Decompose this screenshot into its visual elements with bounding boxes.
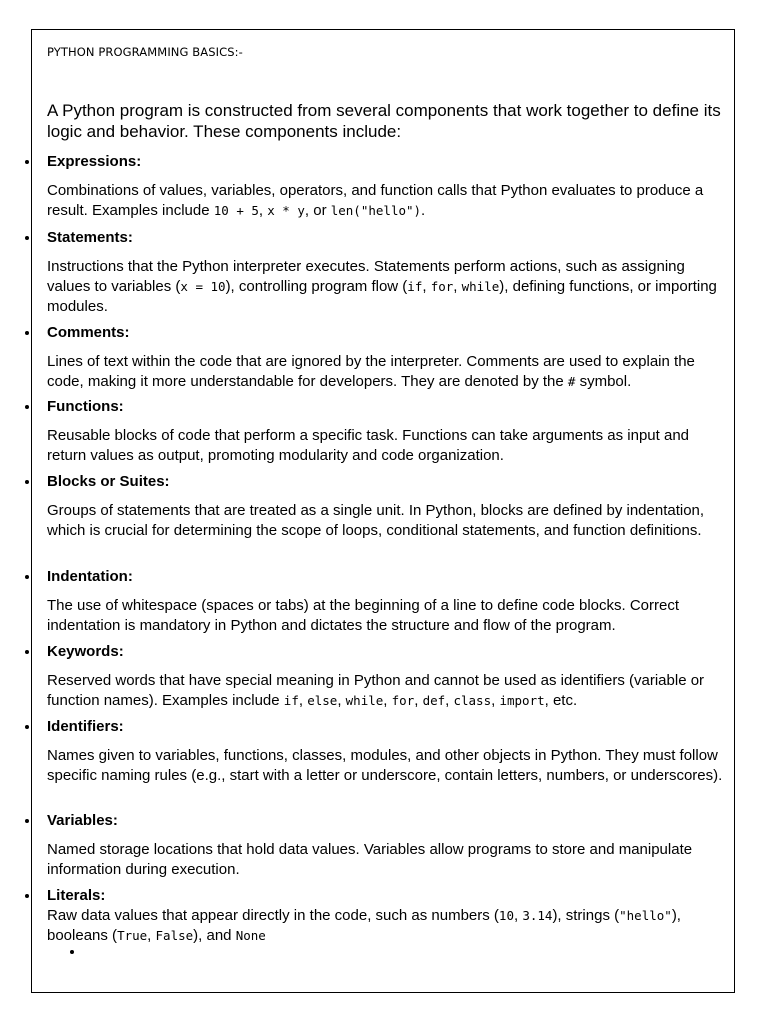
item-term: Expressions: (47, 153, 142, 170)
description-text: ), strings ( (552, 907, 620, 924)
item-description (47, 501, 727, 541)
bullet-icon (25, 819, 29, 823)
description-text: , (147, 927, 156, 944)
list-item (47, 568, 727, 636)
inline-code: import (499, 693, 545, 708)
inline-code: class (453, 693, 492, 708)
description-text: Named storage locations that hold data values. Variables allow programs to store and manipulate information during execution. (47, 841, 693, 878)
bullet-icon (25, 480, 29, 484)
inline-code: if (407, 279, 423, 294)
description-text: , (383, 692, 392, 709)
item-term: Blocks or Suites: (47, 473, 170, 490)
list-item (47, 473, 727, 541)
inline-code: None (235, 928, 266, 943)
description-text: , (337, 692, 346, 709)
item-description (47, 426, 727, 466)
description-text: , (491, 692, 500, 709)
list-item (47, 812, 727, 880)
inline-code: while (345, 693, 384, 708)
description-text: ), booleans ( (47, 907, 681, 944)
inline-code: len("hello") (330, 203, 422, 218)
inline-code: else (307, 693, 338, 708)
item-description (47, 352, 727, 392)
inline-code: x = 10 (180, 279, 226, 294)
description-text: , (453, 278, 462, 295)
item-term: Indentation: (47, 568, 133, 585)
bullet-icon (25, 575, 29, 579)
description-text: , etc. (544, 692, 578, 709)
item-description (47, 840, 727, 880)
item-term: Variables: (47, 812, 118, 829)
bullet-icon (25, 236, 29, 240)
description-text: , (445, 692, 454, 709)
item-term: Identifiers: (47, 718, 124, 735)
bullet-icon (25, 894, 29, 898)
item-description (47, 181, 727, 221)
description-text: Names given to variables, functions, classes, modules, and other objects in Python. They must follow specific naming rules (e.g., start with a letter or underscore, contain letters, numbers, or underscores). (47, 747, 723, 784)
item-term: Statements: (47, 229, 133, 246)
description-text: Lines of text within the code that are ignored by the interpreter. Comments are used to explain the code, making it more understandable for developers. They are denoted by the (47, 353, 695, 390)
description-text: symbol. (575, 373, 632, 390)
item-description (47, 746, 727, 786)
bullet-icon (25, 160, 29, 164)
inline-code: x * y (267, 203, 305, 218)
inline-code: 10 (498, 908, 514, 923)
description-text: , (298, 692, 308, 709)
list-item (47, 398, 727, 466)
list-item (47, 324, 727, 392)
inline-code: def (422, 693, 446, 708)
item-term: Literals: (47, 887, 106, 904)
description-text: , (513, 907, 523, 924)
list-item (47, 887, 727, 946)
description-text: . (421, 202, 426, 219)
list-item (47, 229, 727, 317)
description-text: Instructions that the Python interpreter executes. Statements perform actions, such as assigning values to variables ( (47, 258, 685, 295)
item-description (47, 596, 727, 636)
inline-code: # (567, 374, 576, 389)
description-text: , or (304, 202, 331, 219)
item-description (47, 906, 727, 946)
bullet-icon (25, 650, 29, 654)
bullet-icon (25, 405, 29, 409)
item-term: Keywords: (47, 643, 124, 660)
description-text: , (414, 692, 423, 709)
list-item (47, 718, 727, 786)
description-text: Combinations of values, variables, operators, and function calls that Python evaluates to produce a result. Examples include (47, 182, 704, 219)
description-text: Reusable blocks of code that perform a specific task. Functions can take arguments as input and return values as output, promoting modularity and code organization. (47, 427, 690, 464)
inline-code: 3.14 (522, 908, 553, 923)
description-text: Reserved words that have special meaning in Python and cannot be used as identifiers (variable or function names). Examples include (47, 672, 705, 709)
inline-code: if (283, 693, 299, 708)
item-description (47, 671, 727, 711)
item-description (47, 257, 727, 317)
description-text: Raw data values that appear directly in the code, such as numbers ( (47, 907, 499, 924)
inline-code: for (430, 279, 454, 294)
description-text: , (258, 202, 268, 219)
item-term: Comments: (47, 324, 130, 341)
bullet-icon (25, 331, 29, 335)
inline-code: while (461, 279, 500, 294)
description-text: ), defining functions, or importing modules. (47, 278, 717, 315)
item-term: Functions: (47, 398, 124, 415)
description-text: The use of whitespace (spaces or tabs) at the beginning of a line to define code blocks. Correct indentation is mandatory in Python and dictates the structure and flow of the program. (47, 597, 680, 634)
description-text: ), controlling program flow ( (225, 278, 408, 295)
empty-sub-bullet (70, 950, 74, 954)
description-text: , (422, 278, 431, 295)
description-text: Groups of statements that are treated as a single unit. In Python, blocks are defined by indentation, which is crucial for determining the scope of loops, conditional statements, and function definitions. (47, 502, 705, 539)
list-item (47, 643, 727, 711)
inline-code: True (117, 928, 148, 943)
inline-code: for (391, 693, 415, 708)
inline-code: False (155, 928, 194, 943)
description-text: ), and (193, 927, 236, 944)
inline-code: 10 + 5 (213, 203, 259, 218)
inline-code: "hello" (619, 908, 672, 923)
intro-paragraph: A Python program is constructed from several components that work together to define its logic and behavior. These components include: (47, 101, 721, 141)
bullet-icon (25, 725, 29, 729)
list-item (47, 153, 727, 221)
document-heading: PYTHON PROGRAMMING BASICS:- (47, 45, 243, 59)
